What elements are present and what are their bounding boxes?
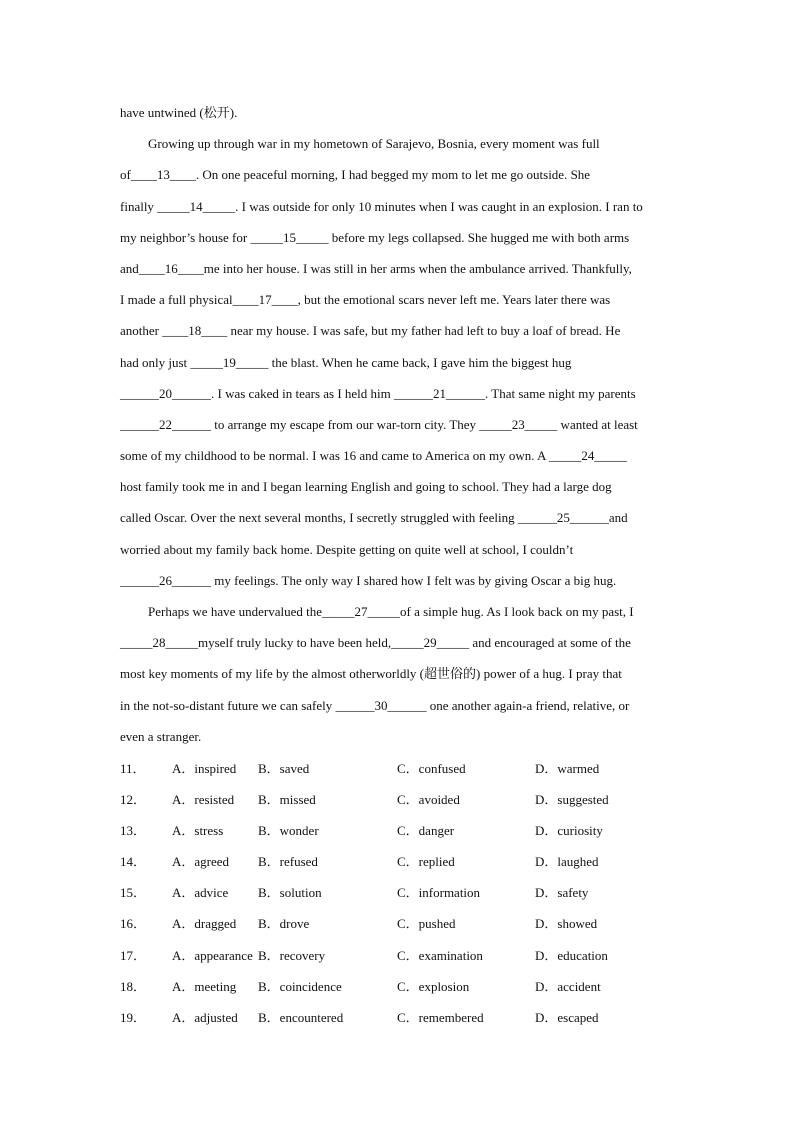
passage-line: and____16____me into her house. I was still in her arms when the ambulance arrived. Thankfully,	[120, 260, 632, 276]
option-a: A．inspired	[172, 761, 237, 776]
option-b: B．missed	[258, 792, 316, 808]
option-d: D．curiosity	[535, 823, 603, 839]
option-a: A．agreed	[172, 854, 230, 870]
passage-line: ______20______. I was caked in tears as I held him ______21______. That same night my parents	[120, 385, 636, 401]
passage-line: another ____18____ near my house. I was safe, but my father had left to buy a loaf of bread. He	[120, 323, 621, 339]
question-row-15	[120, 877, 680, 908]
question-number: 14．	[120, 854, 147, 870]
option-a: A．appearance	[172, 947, 253, 963]
option-d: D．accident	[535, 978, 601, 994]
passage-line: worried about my family back home. Despite getting on quite well at school, I couldn’t	[120, 541, 574, 557]
question-row-14	[120, 846, 680, 877]
passage-line: in the not-so-distant future we can safely ______30______ one another again-a friend, relative, or	[120, 697, 630, 713]
passage-line: ______26______ my feelings. The only way I shared how I felt was by giving Oscar a big hug.	[120, 572, 617, 588]
option-b: B．encountered	[258, 1009, 344, 1025]
option-a: A．meeting	[172, 978, 237, 994]
option-b: B．coincidence	[258, 978, 342, 994]
option-b: B．wonder	[258, 823, 319, 839]
question-number: 18．	[120, 978, 147, 994]
option-c: C．confused	[397, 761, 466, 776]
option-a: A．stress	[172, 823, 224, 839]
option-d: D．showed	[535, 916, 598, 932]
question-row-18	[120, 971, 680, 1002]
option-a: A．advice	[172, 885, 229, 901]
option-b: B．saved	[258, 761, 310, 776]
option-b: B．recovery	[258, 947, 326, 963]
question-number: 19．	[120, 1009, 147, 1025]
passage-line: even a stranger.	[120, 728, 202, 744]
question-number: 12．	[120, 792, 147, 808]
question-number: 16．	[120, 916, 147, 932]
passage-line: Growing up through war in my hometown of Sarajevo, Bosnia, every moment was full	[148, 136, 600, 152]
option-c: C．explosion	[397, 978, 470, 994]
option-b: B．refused	[258, 854, 318, 870]
question-row-19	[120, 1002, 680, 1033]
passage-line: finally _____14_____. I was outside for only 10 minutes when I was caught in an explosion. I ran to	[120, 198, 643, 214]
passage	[120, 97, 680, 752]
question-number: 11．	[120, 761, 146, 776]
question-number: 15．	[120, 885, 147, 901]
question-row-11	[120, 753, 680, 784]
passage-line: my neighbor’s house for _____15_____ before my legs collapsed. She hugged me with both arms	[120, 229, 630, 245]
option-d: D．laughed	[535, 854, 599, 870]
option-a: A．resisted	[172, 792, 235, 808]
option-c: C．pushed	[397, 916, 456, 932]
option-c: C．avoided	[397, 792, 460, 808]
option-d: D．warmed	[535, 761, 600, 776]
question-row-12	[120, 784, 680, 815]
passage-line: called Oscar. Over the next several months, I secretly struggled with feeling ______25______and	[120, 510, 628, 526]
question-number: 13．	[120, 823, 147, 839]
option-d: D．education	[535, 947, 608, 963]
passage-line: _____28_____myself truly lucky to have been held,_____29_____ and encouraged at some of the	[120, 635, 631, 651]
option-c: C．remembered	[397, 1009, 484, 1025]
option-d: D．escaped	[535, 1009, 599, 1025]
answer-options	[120, 753, 680, 1033]
option-a: A．dragged	[172, 916, 237, 932]
passage-line: ______22______ to arrange my escape from our war-torn city. They _____23_____ wanted at least	[120, 416, 638, 432]
option-c: C．replied	[397, 854, 455, 870]
passage-line: most key moments of my life by the almost otherworldly (超世俗的) power of a hug. I pray that	[120, 666, 622, 682]
question-row-13	[120, 815, 680, 846]
option-a: A．adjusted	[172, 1009, 238, 1025]
passage-line: of____13____. On one peaceful morning, I had begged my mom to let me go outside. She	[120, 167, 591, 183]
passage-line: I made a full physical____17____, but the emotional scars never left me. Years later there was	[120, 292, 611, 308]
passage-line: have untwined (松开).	[120, 105, 238, 120]
option-c: C．information	[397, 885, 481, 901]
question-row-17	[120, 940, 680, 971]
option-c: C．danger	[397, 823, 455, 839]
option-c: C．examination	[397, 947, 483, 963]
option-d: D．suggested	[535, 792, 609, 808]
passage-line: some of my childhood to be normal. I was 16 and came to America on my own. A _____24_____	[120, 448, 627, 464]
passage-line: Perhaps we have undervalued the_____27_____of a simple hug. As I look back on my past, I	[148, 604, 634, 619]
option-d: D．safety	[535, 885, 589, 901]
option-b: B．solution	[258, 885, 322, 901]
question-row-16	[120, 908, 680, 939]
question-number: 17．	[120, 947, 147, 963]
passage-line: had only just _____19_____ the blast. When he came back, I gave him the biggest hug	[120, 354, 572, 370]
option-b: B．drove	[258, 916, 310, 932]
passage-line: host family took me in and I began learning English and going to school. They had a large dog	[120, 479, 612, 495]
